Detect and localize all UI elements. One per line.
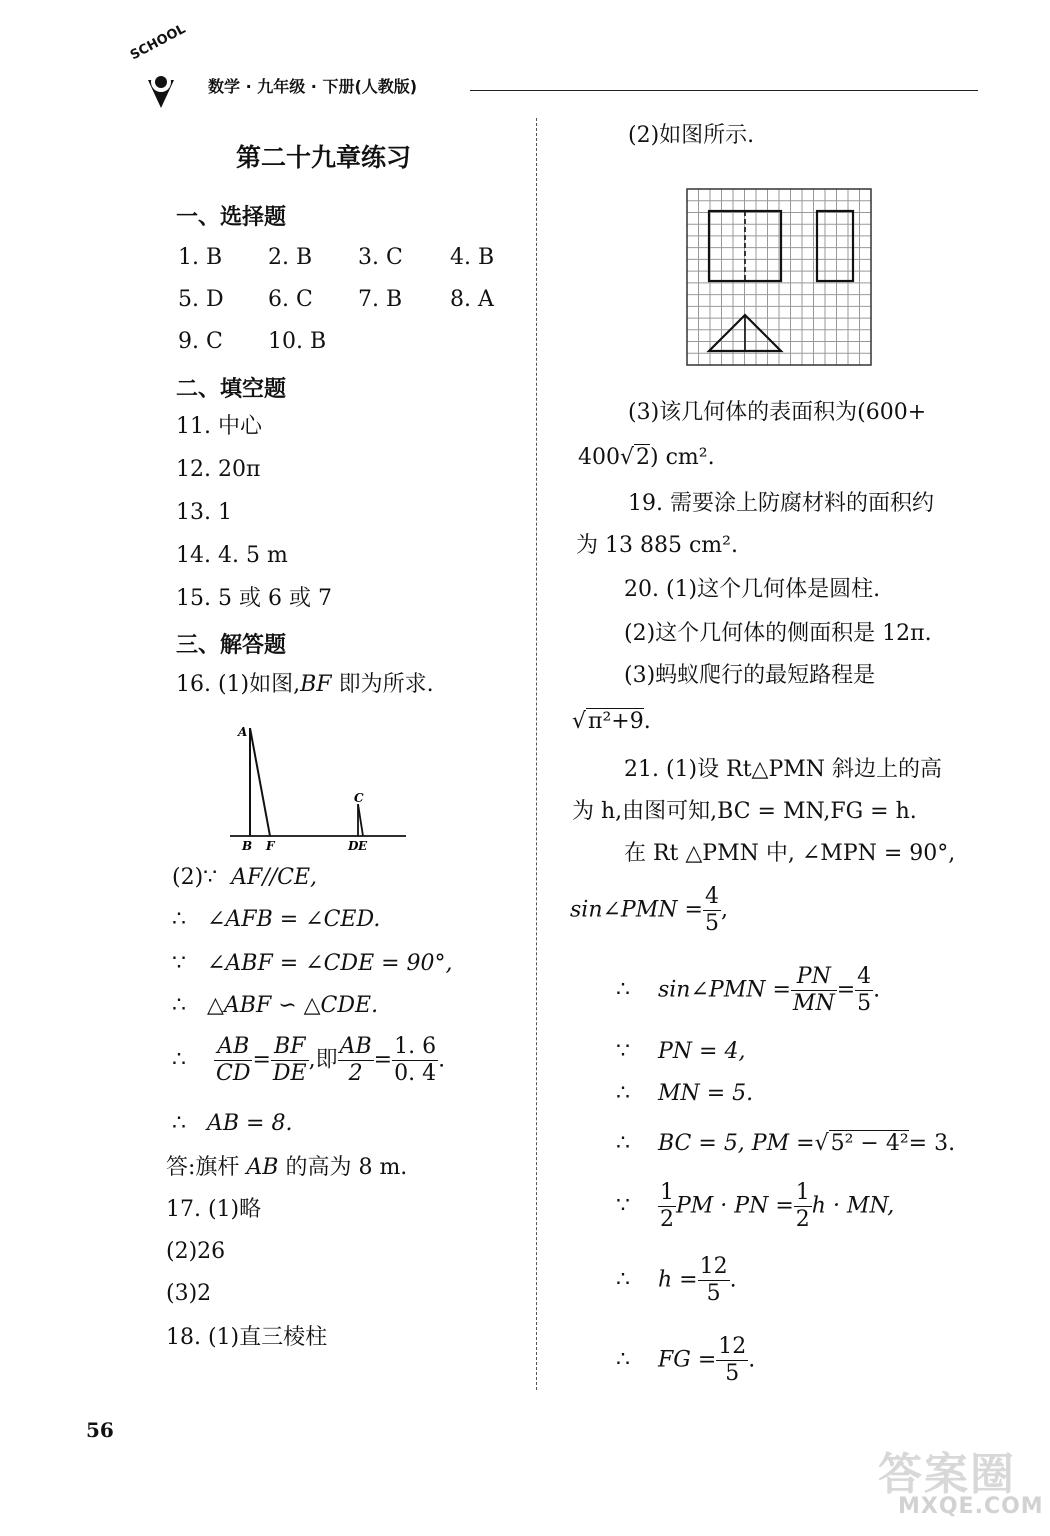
fraction-16-04: $\frac{1. 6}{0. 4}$ (394, 1034, 437, 1086)
choice-answer: 6. C (268, 287, 313, 312)
q21-h-value: ∴ h = $\frac{12}{5}$ . (616, 1254, 737, 1306)
q21-line2: 为 h,由图可知,BC = MN,FG = h. (572, 799, 917, 824)
watermark-logo: 答案圈 (878, 1449, 1016, 1500)
q21-sin-given: sin∠PMN = $\frac{4}{5}$ , (570, 884, 728, 936)
q21-line1: 21. (1)设 Rt△PMN 斜边上的高 (624, 757, 943, 782)
choice-answer: 3. C (358, 245, 403, 270)
flagpole-figure (226, 718, 412, 858)
fraction-1-2: $\frac{1}{2}$ (659, 1180, 674, 1232)
q19-line2: 为 13 885 cm². (576, 533, 738, 558)
fraction-ab-cd: $\frac{AB}{CD}$ (215, 1034, 251, 1086)
q20-line4: √π²+9. (572, 709, 651, 734)
fill-answer: 14. 4. 5 m (176, 543, 288, 568)
q21-bc-pm: ∴ BC = 5, PM =√5² − 4²= 3. (616, 1131, 956, 1156)
q18-part2: (2)如图所示. (628, 123, 755, 148)
choice-answer: 10. B (268, 329, 327, 354)
q16-part2: (2)∵ AF//CE, (172, 865, 318, 890)
fraction-12-5: $\frac{12}{5}$ (718, 1334, 747, 1386)
section-choice: 一、选择题 (176, 205, 287, 230)
fraction-4-5: $\frac{4}{5}$ (857, 964, 872, 1016)
q16-line6: ∴ AB = 8. (172, 1111, 293, 1136)
q21-pn: ∵ PN = 4, (616, 1039, 746, 1064)
fill-answer: 11. 中心 (176, 414, 262, 439)
fig-label-c: C (354, 791, 364, 805)
section-fill: 二、填空题 (176, 377, 287, 402)
q16-answer: 答:旗杆 AB 的高为 8 m. (166, 1155, 408, 1180)
q20-line1: 20. (1)这个几何体是圆柱. (624, 577, 881, 602)
fraction-4-5: $\frac{4}{5}$ (704, 884, 719, 936)
q18-part1: 18. (1)直三棱柱 (166, 1325, 328, 1350)
q20-line2: (2)这个几何体的侧面积是 12π. (624, 621, 932, 646)
q21-fg-value: ∴ FG = $\frac{12}{5}$ . (616, 1334, 756, 1386)
q21-line3: 在 Rt △PMN 中, ∠MPN = 90°, (624, 841, 956, 866)
q16-part1: 16. (1)如图,BF 即为所求. (176, 672, 434, 697)
fraction-1-2: $\frac{1}{2}$ (795, 1180, 810, 1232)
q17-line: 17. (1)略 (166, 1197, 262, 1222)
fig-label-f: F (266, 839, 275, 853)
three-view-grid-figure (686, 188, 874, 368)
choice-answer: 8. A (450, 287, 494, 312)
choice-answer: 2. B (268, 245, 313, 270)
page-number: 56 (86, 1418, 114, 1442)
choice-answer: 1. B (178, 245, 223, 270)
fraction-pn-mn: $\frac{PN}{MN}$ (792, 964, 835, 1016)
choice-answer: 5. D (178, 287, 224, 312)
fill-answer: 13. 1 (176, 500, 232, 525)
fraction-12-5: $\frac{12}{5}$ (699, 1254, 728, 1306)
watermark-url: MXQE.COM (898, 1494, 1044, 1519)
school-logo-text: SCHOOL (128, 21, 189, 64)
fill-answer: 15. 5 或 6 或 7 (176, 586, 332, 611)
header-title: 数学 · 九年级 · 下册(人教版) (208, 77, 418, 96)
q21-area-eq: ∵ $\frac{1}{2}$ PM · PN = $\frac{1}{2}$ h · MN, (616, 1180, 895, 1232)
fig-label-d: D (348, 839, 359, 853)
chapter-title: 第二十九章练习 (236, 143, 412, 172)
q16-line2: ∴ ∠AFB = ∠CED. (172, 907, 381, 932)
fig-label-a: A (238, 725, 248, 739)
q18-part3b: 400√2) cm². (578, 445, 715, 470)
q20-line3: (3)蚂蚁爬行的最短路程是 (624, 663, 876, 688)
fraction-ab-2: $\frac{AB}{2}$ (339, 1034, 372, 1086)
choice-answer: 7. B (358, 287, 403, 312)
q21-mn: ∴ MN = 5. (616, 1081, 754, 1106)
q17-line: (3)2 (166, 1281, 212, 1306)
fig-label-e: E (358, 839, 368, 853)
fraction-bf-de: $\frac{BF}{DE}$ (272, 1034, 307, 1086)
q16-line3: ∵ ∠ABF = ∠CDE = 90°, (172, 951, 453, 976)
header-rule (470, 90, 978, 91)
q16-line5: ∴ $\frac{AB}{CD}$ = $\frac{BF}{DE}$ ,即 $\frac{AB}{2}$ = $\frac{1. 6}{0. 4}$ . (172, 1034, 446, 1086)
section-solve: 三、解答题 (176, 633, 287, 658)
q17-line: (2)26 (166, 1239, 226, 1264)
q19-line1: 19. 需要涂上防腐材料的面积约 (628, 491, 934, 516)
fill-answer: 12. 20π (176, 457, 261, 482)
q16-line4: ∴ △ABF ∽ △CDE. (172, 993, 379, 1018)
fig-label-b: B (242, 839, 253, 853)
column-divider (536, 118, 537, 1390)
q21-sin-ratio: ∴ sin∠PMN = $\frac{PN}{MN}$ = $\frac{4}{5}$ . (616, 964, 881, 1016)
choice-answer: 4. B (450, 245, 495, 270)
choice-answer: 9. C (178, 329, 223, 354)
q18-part3a: (3)该几何体的表面积为(600+ (628, 400, 927, 425)
